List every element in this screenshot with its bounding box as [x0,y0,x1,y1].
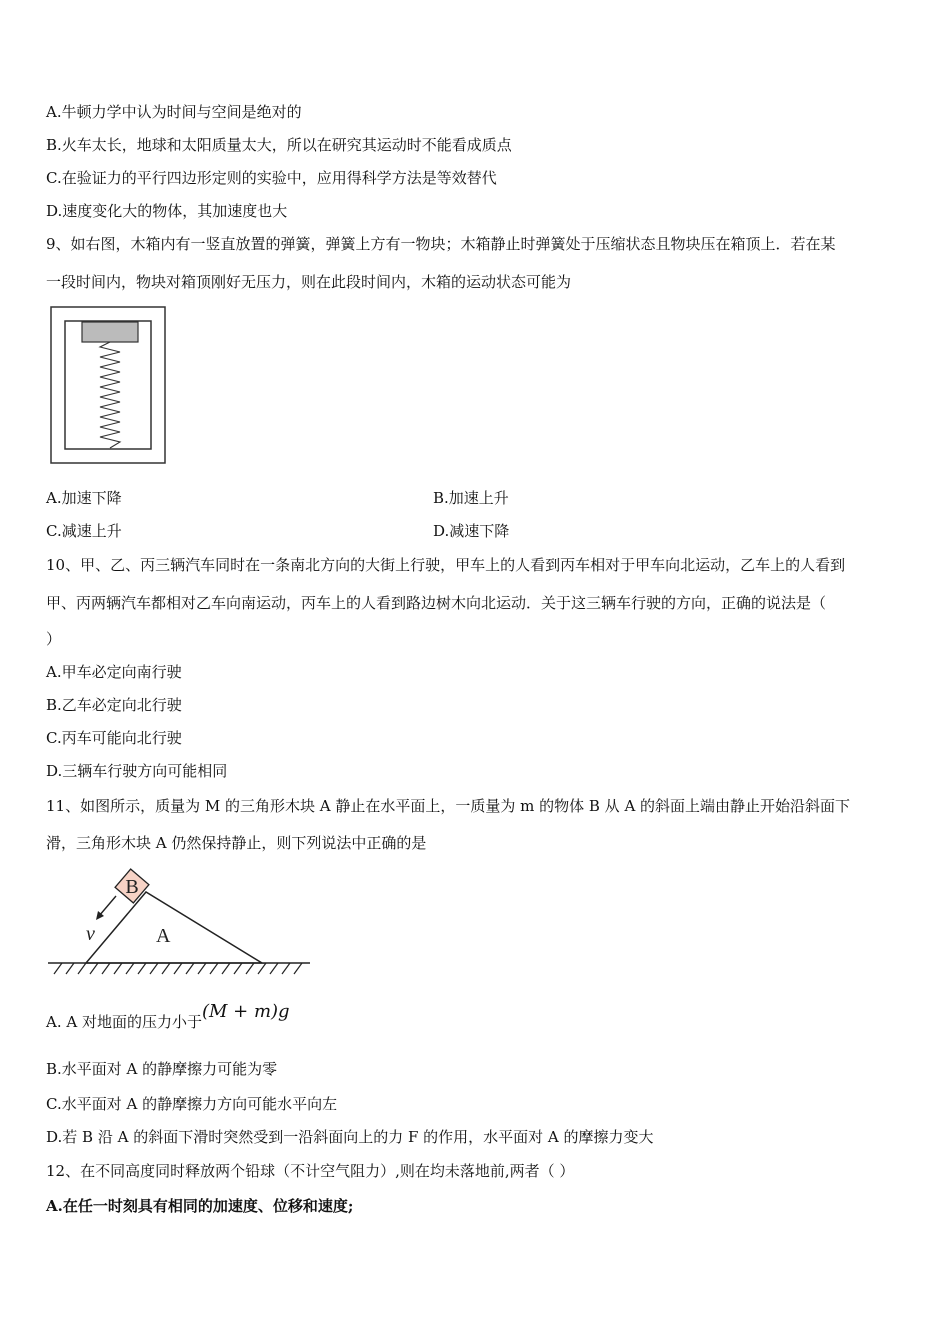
wedge-a [86,892,262,963]
q8-option-c: C.在验证力的平行四边形定则的实验中，应用得科学方法是等效替代 [46,169,497,187]
velocity-arrow [99,896,116,916]
q12-stem: 12、在不同高度同时释放两个铅球（不计空气阻力）,则在均未落地前,两者（ ） [46,1162,575,1180]
q11-option-d: D.若 B 沿 A 的斜面下滑时突然受到一沿斜面向上的力 F 的作用，水平面对 A 的摩擦力变大 [46,1128,654,1146]
q11-stem-line-2: 滑，三角形木块 A 仍然保持静止，则下列说法中正确的是 [46,834,427,852]
q11-option-c: C.水平面对 A 的静摩擦力方向可能水平向左 [46,1095,338,1113]
q10-option-b: B.乙车必定向北行驶 [46,696,182,714]
q11-option-b: B.水平面对 A 的静摩擦力可能为零 [46,1060,278,1078]
block-b-label: B [125,876,139,898]
q10-option-a: A.甲车必定向南行驶 [46,663,182,681]
q9-option-c: C.减速上升 [46,522,122,540]
q9-stem-line-1: 9、如右图，木箱内有一竖直放置的弹簧，弹簧上方有一物块；木箱静止时弹簧处于压缩状态且物块压在箱顶上．若在某 [46,235,836,253]
q11-stem-line-1: 11、如图所示，质量为 M 的三角形木块 A 静止在水平面上，一质量为 m 的物体 B 从 A 的斜面上端由静止开始沿斜面下 [46,797,851,815]
q8-option-a: A.牛顿力学中认为时间与空间是绝对的 [46,103,302,121]
q10-option-c: C.丙车可能向北行驶 [46,729,182,747]
block [82,322,138,342]
q10-option-d: D.三辆车行驶方向可能相同 [46,762,228,780]
q11-option-a-text: A. A 对地面的压力小于 [46,1013,202,1031]
spring [100,342,120,448]
q9-option-b: B.加速上升 [433,489,509,507]
q12-option-a: A.在任一时刻具有相同的加速度、位移和速度; [46,1197,354,1215]
q11-option-a [46,1001,290,1032]
q10-stem-line-2: 甲、丙两辆汽车都相对乙车向南运动，丙车上的人看到路边树木向北运动．关于这三辆车行驶的方向，正确的说法是（ [46,594,827,612]
q9-option-a: A.加速下降 [46,489,122,507]
q11-option-a-formula: (M + m)g [201,1001,290,1022]
ground-hatching [54,963,302,974]
q9-option-d: D.减速下降 [433,522,510,540]
q9-stem-line-2: 一段时间内，物块对箱顶刚好无压力，则在此段时间内，木箱的运动状态可能为 [46,273,572,291]
q8-option-b: B.火车太长，地球和太阳质量太大，所以在研究其运动时不能看成质点 [46,136,512,154]
q10-stem-line-3: ） [46,630,62,648]
q8-option-d: D.速度变化大的物体，其加速度也大 [46,202,288,220]
velocity-label: v [86,923,95,945]
box-spring-figure [50,306,168,466]
wedge-a-label: A [156,925,171,947]
q10-stem-line-1: 10、甲、乙、丙三辆汽车同时在一条南北方向的大街上行驶，甲车上的人看到丙车相对于甲车向北运动，乙车上的人看到 [46,556,846,574]
incline-figure [46,866,312,984]
